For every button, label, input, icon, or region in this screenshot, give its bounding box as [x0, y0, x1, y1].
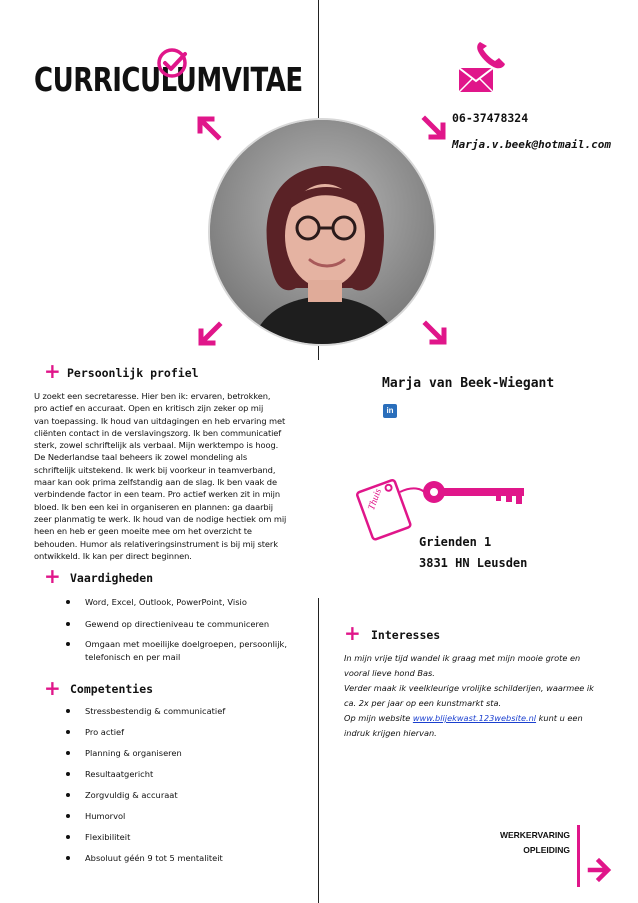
- envelope-icon: [459, 68, 493, 92]
- list-item: Word, Excel, Outlook, PowerPoint, Visio: [63, 597, 303, 619]
- address-city: 3831 HN Leusden: [419, 556, 528, 570]
- check-circle-icon: [155, 46, 189, 80]
- list-item: Gewend op directieniveau te communiceren: [63, 619, 303, 639]
- profile-line: heen en heb er geen moeite mee om het overzicht te: [34, 526, 252, 537]
- list-item: Pro actief: [63, 727, 303, 748]
- email-address: Marja.v.beek@hotmail.com: [452, 138, 611, 151]
- nav-work-experience[interactable]: WERKERVARING: [499, 830, 570, 840]
- logo-part1: CURRICULUM: [34, 62, 222, 100]
- profile-line: verbindende factor in een team. Pro actief werken zit in mijn: [34, 489, 281, 500]
- logo-part2: VITAE: [221, 62, 303, 100]
- profile-line: cliënten contact in de verslavingszorg. Ik ben communicatief: [34, 427, 282, 438]
- interests-line: [344, 711, 606, 726]
- skills-heading: Vaardigheden: [70, 571, 154, 585]
- address-street: Grienden 1: [419, 535, 492, 549]
- website-suffix: kunt u een: [536, 713, 583, 723]
- profile-line: ontwikkeld. Ik kan per direct beginnen.: [34, 550, 192, 561]
- list-item: Humorvol: [63, 811, 303, 832]
- website-link[interactable]: www.blijekwast.123website.nl: [412, 713, 537, 723]
- house-key-icon: [356, 470, 556, 542]
- arrow-downleft-icon: [197, 321, 223, 347]
- person-name: Marja van Beek-Wiegant: [382, 376, 555, 391]
- arrow-downright-icon: [422, 320, 448, 346]
- profile-line: pro actief en accuraat. Open en kritisch zijn zeker op mij: [34, 403, 264, 414]
- competencies-list: [63, 706, 303, 874]
- interests-line: vooral lieve hond Bas.: [344, 668, 435, 678]
- profile-text: [34, 390, 296, 562]
- plus-icon: +: [44, 676, 61, 700]
- profile-line: van toepassing. Ik houd van uitdagingen en heb ervaring met: [34, 415, 286, 426]
- list-item: Zorgvuldig & accuraat: [63, 790, 303, 811]
- profile-line: sterk, zowel schriftelijk als verbaal. Mijn werktempo is hoog.: [34, 440, 279, 451]
- list-item: Resultaatgericht: [63, 769, 303, 790]
- list-item: Absoluut géén 9 tot 5 mentaliteit: [63, 853, 303, 874]
- list-item: Stressbestendig & communicatief: [63, 706, 303, 727]
- profile-line: maar kan ook prima zelfstandig aan de slag. Ik ben vaak de: [34, 477, 277, 488]
- interests-line: Verder maak ik veelkleurige vrolijke schilderijen, waarmee ik: [344, 683, 594, 693]
- skills-list: [63, 597, 303, 657]
- linkedin-icon[interactable]: in: [383, 404, 397, 418]
- skills-continuation: telefonisch en per mail: [85, 652, 181, 662]
- plus-icon: +: [44, 564, 61, 588]
- interests-line: In mijn vrije tijd wandel ik graag met mijn mooie grote en: [344, 653, 581, 663]
- interests-line: ca. 2x per jaar op een kunstmarkt sta.: [344, 698, 502, 708]
- phone-number: 06-37478324: [452, 111, 529, 125]
- competencies-heading: Competenties: [70, 682, 154, 696]
- list-item: Planning & organiseren: [63, 748, 303, 769]
- arrow-right-icon[interactable]: [586, 856, 612, 884]
- list-item: Flexibiliteit: [63, 832, 303, 853]
- profile-heading: Persoonlijk profiel: [67, 366, 199, 380]
- nav-education[interactable]: OPLEIDING: [523, 845, 570, 855]
- profile-line: zeer planmatig te werk. Ik houd van de nodige hectiek om mij: [34, 513, 287, 524]
- interests-text: [344, 651, 606, 741]
- website-prefix: Op mijn website: [344, 713, 413, 723]
- list-item: Omgaan met moeilijke doelgroepen, persoonlijk,: [63, 639, 303, 657]
- footer-divider: [577, 825, 580, 887]
- phone-icon: [474, 38, 516, 70]
- arrow-upleft-icon: [196, 115, 222, 141]
- profile-line: U zoekt een secretaresse. Hier ben ik: ervaren, betrokken,: [34, 391, 271, 401]
- profile-line: bloed. Ik ben een kei in organiseren en plannen: ga daarbij: [34, 501, 274, 512]
- interests-heading: Interesses: [371, 628, 441, 642]
- plus-icon: +: [44, 359, 61, 383]
- profile-line: behouden. Humor als relativeringsinstrument is bij mij sterk: [34, 538, 278, 549]
- profile-line: De Nederlandse taal beheers ik zowel mondeling als: [34, 452, 248, 463]
- arrow-downright-icon: [421, 115, 447, 141]
- profile-photo: [208, 118, 436, 346]
- interests-line: indruk krijgen hiervan.: [344, 728, 437, 738]
- plus-icon: +: [344, 621, 361, 645]
- key-tag-label: Thuis: [366, 487, 385, 512]
- profile-line: schriftelijk uitstekend. Ik werk bij voorkeur in teamverband,: [34, 464, 276, 475]
